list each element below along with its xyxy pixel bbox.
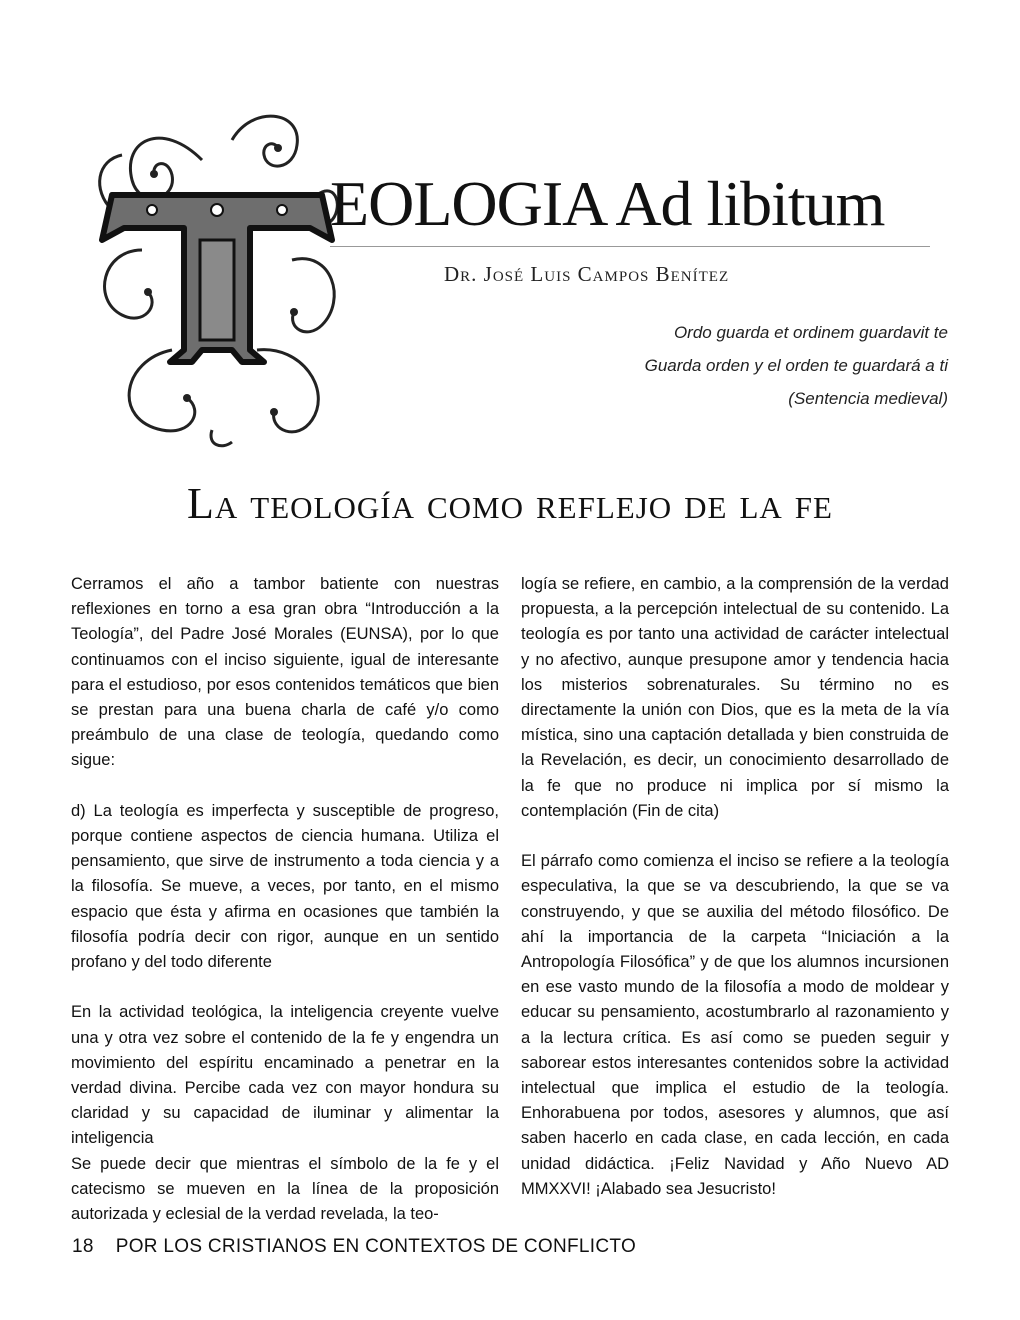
- page-footer: [72, 1236, 636, 1258]
- paragraph: d) La teología es imperfecta y susceptible de progreso, porque contiene aspectos de ciencia humana. Utiliza el pensamiento, que sirve de instrumento a toda ciencia y a la filosofía. Se mueve, a veces, por tanto, en el mismo espacio que ésta y afirma en ocasiones que también la filosofía podría decir con rigor, aunque en un sentido profano y del todo diferente: [71, 801, 499, 972]
- author-name: Dr. José Luis Campos Benítez: [444, 262, 730, 286]
- article-title: La teología como reflejo de la fe: [187, 479, 833, 528]
- epigraph-source: (Sentencia medieval): [788, 389, 948, 408]
- paragraph: El párrafo como comienza el inciso se refiere a la teología especulativa, la que se va descubriendo, la que se va construyendo, y que se auxilia del método filosófico. De ahí la importancia de la carpeta “Iniciación a la Antropología Filosófica” y de que los alumnos incursionen en ese vasto mundo de la filosofía a modo de moldear y educar su pensamiento, acostumbrarlo al razonamiento y a la lectura crítica. Es así como se pueden seguir y saborear estos interesantes contenidos sobre la actividad intelectual que implica el estudio de la teología. Enhorabuena por todos, asesores y alumnos, que así saben hacerlo en cada clase, en cada lección, en cada unidad didáctica. ¡Feliz Navidad y Año Nuevo AD MMXXVI! ¡Alabado sea Jesucristo!: [521, 852, 949, 1198]
- paragraph: Se puede decir que mientras el símbolo de la fe y el catecismo se mueven en la línea de la proposición autorizada y eclesial de la verdad revelada, la teo-: [71, 1154, 499, 1224]
- title-divider: [330, 246, 930, 247]
- column-title: EOLOGIA Ad libitum: [330, 168, 885, 239]
- ornamental-drop-cap: [82, 100, 352, 450]
- drop-cap-ornament-icon: [82, 100, 352, 450]
- article-column-left: [71, 572, 499, 1227]
- page-number: 18: [72, 1236, 94, 1257]
- paragraph: logía se refiere, en cambio, a la comprensión de la verdad propuesta, a la percepción intelectual de su contenido. La teología es por tanto una actividad de carácter intelectual y no afectivo, aunque presupone amor y tendencia hacia los misterios sobrenaturales. Su término no es directamente la unión con Dios, que es la meta de la vía mística, sino una captación detallada y bien construida de la Revelación, es decir, un conocimiento desarrollado de la fe que no produce ni implica por sí mismo la contemplación (Fin de cita): [521, 575, 949, 820]
- publication-name: POR LOS CRISTIANOS EN CONTEXTOS DE CONFLICTO: [115, 1236, 637, 1257]
- paragraph: Cerramos el año a tambor batiente con nuestras reflexiones en torno a esa gran obra “Introducción a la Teología”, del Padre José Morales (EUNSA), por lo que continuamos con el inciso siguiente, igual de interesante para el estudioso, por esos contenidos temáticos que bien se prestan para una buena charla de café y/o como preámbulo de una clase de teología, quedando como sigue:: [71, 575, 499, 770]
- epigraph: [645, 316, 948, 415]
- article-column-right: [521, 572, 949, 1202]
- paragraph: En la actividad teológica, la inteligencia creyente vuelve una y otra vez sobre el contenido de la fe y engendra un movimiento del espíritu encaminado a penetrar en la verdad divina. Percibe cada vez con mayor hondura su claridad y su capacidad de iluminar y alimentar la inteligencia: [71, 1003, 499, 1148]
- epigraph-line-latin: Ordo guarda et ordinem guardavit te: [673, 323, 948, 342]
- epigraph-line-spanish: Guarda orden y el orden te guardará a ti: [644, 356, 948, 375]
